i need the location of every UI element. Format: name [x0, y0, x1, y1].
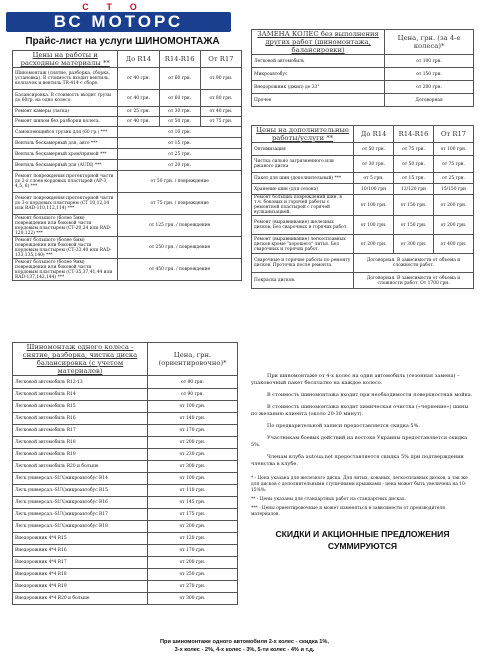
service-name-cell: Сварочные и горячие работы по ремонту дисков. Проточка после ремонта. — [252, 254, 354, 273]
price-cell: от 200 грн. — [148, 437, 238, 449]
table-row — [13, 593, 238, 605]
table-row — [13, 259, 242, 281]
price-cell: от 100 грн. — [434, 143, 474, 156]
price-cell: от 25 грн. — [434, 173, 474, 184]
table-row — [13, 68, 242, 90]
price-cell: от 5 грн. — [354, 173, 394, 184]
column-header: До R14 — [354, 126, 394, 143]
service-name-cell: Покраска дисков. — [252, 273, 354, 289]
service-name-cell: Легк.универсал.-SUV,микроавтобус R15 — [13, 485, 148, 497]
service-name-cell: Внедорожник 4*4 R16 — [13, 545, 148, 557]
price-cell: от 175 грн. — [148, 509, 238, 521]
bottom-line-1: При шиномонтаже одного автомобиля 2-х колес - скидка 1%, — [160, 639, 329, 645]
service-name-cell: Самоклеющийся грузик для (60 гр.) *** — [13, 127, 118, 138]
bottom-line-2: 3-х колес - 2%, 4-х колес - 3%, 5-ти колес - 4% и т.д. — [174, 647, 315, 653]
price-cell: от 60 грн. — [159, 68, 200, 90]
price-cell: от 100 грн. — [385, 55, 474, 68]
price-cell: от 170 грн. — [148, 545, 238, 557]
price-cell: от 100 грн. — [148, 401, 238, 413]
table-row — [13, 533, 238, 545]
service-name-cell: Ремонт большого (более 6мм) повреждения или боковой части кордовым пластырем (СТ-33,40 или RAD-133,135,140) *** — [13, 237, 118, 259]
service-name-cell: Легк.универсал.-SUV,микроавтобус R18 — [13, 521, 148, 533]
table-header-row — [252, 126, 474, 143]
service-name-cell: Внедорожник 4*4 R17 — [13, 557, 148, 569]
price-cell: от 140 грн. — [148, 413, 238, 425]
service-name-cell: Легковой автомобиль R16 — [13, 413, 148, 425]
price-cell: от 75 грн. / повреждение — [118, 193, 242, 215]
table-row — [13, 127, 242, 138]
note-2: В стоимость шиномонтажа входит при необходимости поверхностная мойка. — [267, 392, 473, 398]
table-row — [13, 473, 238, 485]
column-header: От R17 — [434, 126, 474, 143]
table-row — [13, 437, 238, 449]
service-name-cell: Внедорожник 4*4 R20 и больше — [13, 593, 148, 605]
price-cell: от 110 грн. — [148, 485, 238, 497]
service-name-cell: Оптимизация — [252, 143, 354, 156]
table-row — [13, 413, 238, 425]
service-name-cell: Ремонт повреждения протекторной части до 2-х слоев кордовых пластырей (АР-3, 4,5, 6) *** — [13, 171, 118, 193]
table-row — [13, 425, 238, 437]
price-cell: Договорная. В зависимости от объема и сложности работ. От 1700 грн. — [354, 273, 474, 289]
price-cell: от 75 грн. — [434, 156, 474, 173]
note-5: Участникам боевых действий на востоке Украины предоставляется скидка 5%. — [251, 435, 468, 448]
price-cell: от 50 грн. / повреждение — [118, 171, 242, 193]
logo-top-text: СТО — [82, 2, 155, 12]
table-row — [13, 581, 238, 593]
price-cell: Договорная. В зависимости от объема и сложности работ. — [354, 254, 474, 273]
table-header-row — [252, 30, 474, 55]
company-logo — [6, 2, 231, 32]
table-row — [13, 215, 242, 237]
table-row — [252, 143, 474, 156]
table-row — [13, 569, 238, 581]
price-cell: от 15 грн. — [118, 138, 242, 149]
service-name-cell: Легковой автомобиль R19 — [13, 449, 148, 461]
service-name-cell: Прочее — [252, 94, 385, 107]
service-name-cell: Легковой автомобиль — [252, 55, 385, 68]
table-row — [252, 184, 474, 195]
note-1: При шиномонтаже от 4-х колес на один автомобиль (сезонная замена) – упаковочный пакет бесплатно на каждое колесо. — [251, 373, 460, 386]
column-header: Цены на работы и расходные материалы ** — [13, 51, 118, 68]
price-cell: от 150 грн. — [394, 195, 434, 216]
service-name-cell: Шиномонтаж (снятие, разборка, сборка, установка). В стоимость входит вентиль, колпачок и вентиль TR-414 с сборе. — [13, 68, 118, 90]
price-cell: от 300 грн. — [148, 461, 238, 473]
service-name-cell: Легк.универсал.-SUV,микроавтобус R17 — [13, 509, 148, 521]
price-cell: от 125 грн. / повреждение — [118, 215, 242, 237]
price-cell: от 50 грн. — [394, 156, 434, 173]
price-cell: от 100 грн. — [354, 195, 394, 216]
table-row — [252, 68, 474, 81]
column-header: Шиномонтаж одного колеса - снятие, разборка, чистка диска балансировка (с учетом материалов) — [13, 343, 148, 376]
notes-block — [251, 373, 474, 552]
table-row — [13, 557, 238, 569]
price-cell: от 90 грн. — [148, 389, 238, 401]
table-row — [252, 216, 474, 235]
table-row — [252, 254, 474, 273]
price-cell: от 250 грн. / повреждение — [118, 237, 242, 259]
service-name-cell: Легковой автомобиль R20 и больше — [13, 461, 148, 473]
service-name-cell: Внедорожник 4*4 R15 — [13, 533, 148, 545]
column-header: От R17 — [200, 51, 241, 68]
service-name-cell: Ремонт камеры (латка) — [13, 107, 118, 117]
service-name-cell: Легковой автомобиль R18 — [13, 437, 148, 449]
column-header: Цена, грн. (за 4-е колеса)* — [385, 30, 474, 55]
price-cell: от 75 грн. — [394, 143, 434, 156]
table-row — [13, 237, 242, 259]
service-name-cell: Хранение шин (для сезона) — [252, 184, 354, 195]
table-row — [252, 156, 474, 173]
footnote-2: ** - Цены указаны для стандартных работ на стандартных дисках. — [251, 497, 406, 502]
column-header: ЗАМЕНА КОЛЕС без выполнения других работ (шиномонтажа, балансировки) — [252, 30, 385, 55]
price-cell: от 150 грн. — [394, 216, 434, 235]
table-row — [13, 389, 238, 401]
table-row — [252, 173, 474, 184]
price-cell: от 100 грн. — [354, 216, 394, 235]
table-row — [13, 449, 238, 461]
price-cell: от 300 грн. — [148, 593, 238, 605]
single-wheel-table — [12, 342, 238, 605]
service-name-cell: Вентиль бескамерный для (AUDI) *** — [13, 160, 118, 171]
table-row — [13, 138, 242, 149]
price-cell: 15/150 грн — [434, 184, 474, 195]
additional-services-table — [251, 125, 474, 289]
note-6: Членам клуба autoua.net предоставляется скидка 5% при подтверждении членства в клубе. — [251, 454, 464, 467]
price-cell: от 120 грн. — [148, 533, 238, 545]
logo-name: ВС МОТОРС — [6, 12, 231, 32]
price-cell: от 20 грн. — [118, 160, 242, 171]
service-name-cell: Легк.универсал.-SUV,микроавтобус R16 — [13, 497, 148, 509]
price-cell: от 50 грн. — [159, 117, 200, 127]
table-row — [13, 401, 238, 413]
price-cell: от 200 грн. — [354, 235, 394, 254]
price-cell: от 450 грн. / повреждение — [118, 259, 242, 281]
column-header: Цены на дополнительные работы/услуги ** — [252, 126, 354, 143]
services-price-table — [12, 50, 242, 281]
service-name-cell: Легк.универсал.-SUV,микроавтобус R14 — [13, 473, 148, 485]
table-row — [13, 461, 238, 473]
footnote-3: *** - Цены ориентировочные и может изменяться в зависимости от производителя материалов. — [251, 506, 446, 517]
footnote-1: * - Цена указана для железного диска. Для литых, кованых, легкосплавных дисков, а так же для дисков с дополнительными ступичными крышками - цена может быть увеличена на 10-15%%. — [251, 476, 468, 493]
price-cell: от 30 грн. — [354, 156, 394, 173]
service-name-cell: Чистка сильно загрязненного или ржавого диска — [252, 156, 354, 173]
price-cell: 12/120 грн — [394, 184, 434, 195]
service-name-cell: Ремонт шипом без разборки колеса. — [13, 117, 118, 127]
wheel-replacement-table — [251, 29, 474, 107]
price-cell: от 170 грн. — [148, 425, 238, 437]
table-row — [13, 90, 242, 107]
price-cell: от 30 грн. — [159, 107, 200, 117]
price-cell: от 10 грн. — [118, 127, 242, 138]
price-cell: 10/100 грн — [354, 184, 394, 195]
price-cell: от 25 грн. — [118, 107, 159, 117]
price-cell: от 40 грн. — [200, 107, 241, 117]
column-header: Цена, грн. (ориентировочно)* — [148, 343, 238, 376]
service-name-cell: Легковой автомобиль R12-13 — [13, 376, 148, 389]
service-name-cell: Ремонт повреждения протекторной части до 3-х кордовых пластырем (СТ 10,12,14 или RAD-110,112,114) *** — [13, 193, 118, 215]
service-name-cell: Ремонт большого (более 9мм) повреждения или боковой части кордовым пластырем (СТ-35,37,41,44 или RAD-137,142,144) *** — [13, 259, 118, 281]
service-name-cell: Вентиль бескамерный для, авто *** — [13, 138, 118, 149]
page-title: Прайс-лист на услуги ШИНОМОНТАЖА — [25, 36, 220, 47]
table-row — [13, 171, 242, 193]
service-name-cell: Ремонт больших повреждений шин, в т.ч. боковых и горячей работы с ремонтной пластырей с горячей вулканизацией. — [252, 195, 354, 216]
discounts-subheading: СУММИРУЮТСЯ — [327, 541, 398, 551]
table-row — [13, 485, 238, 497]
price-cell: от 230 грн. — [148, 449, 238, 461]
table-row — [13, 149, 242, 160]
price-cell: от 75 грн. — [200, 117, 241, 127]
table-row — [252, 55, 474, 68]
table-row — [13, 160, 242, 171]
service-name-cell: Легковой автомобиль R15 — [13, 401, 148, 413]
service-name-cell: Внедорожник 4*4 R18 — [13, 569, 148, 581]
service-name-cell: Внедорожник 4*4 R19 — [13, 581, 148, 593]
table-row — [13, 376, 238, 389]
table-row — [252, 273, 474, 289]
note-3: В стоимость шиномонтажа входит химическая очистка («чернение») шины по желанию клиента (около 20-30 минут). — [251, 404, 469, 417]
price-cell: от 150 грн. — [385, 68, 474, 81]
table-header-row — [13, 51, 242, 68]
bottom-discount-note — [12, 638, 477, 654]
table-row — [13, 497, 238, 509]
table-row — [13, 193, 242, 215]
price-cell: от 200 грн. — [434, 195, 474, 216]
table-row — [13, 521, 238, 533]
column-header: До R14 — [118, 51, 159, 68]
price-cell: от 40 грн. — [118, 90, 159, 107]
price-cell: от 200 грн. — [434, 216, 474, 235]
note-4: По предварительной записи предоставляется скидка 5%. — [267, 423, 420, 429]
price-cell: от 200 грн. — [385, 81, 474, 94]
price-cell: от 400 грн. — [434, 235, 474, 254]
service-name-cell: Балансировка. В стоимость входит грузы до 60гр. на одно колесо. — [13, 90, 118, 107]
price-cell: от 250 грн. — [148, 569, 238, 581]
price-cell: от 200 грн. — [148, 557, 238, 569]
service-name-cell: Легковой автомобиль R17 — [13, 425, 148, 437]
price-cell: от 40 грн. — [118, 117, 159, 127]
table-row — [252, 94, 474, 107]
table-row — [13, 509, 238, 521]
price-cell: от 25 грн. — [118, 149, 242, 160]
service-name-cell: Внедорожник (джип) до 33" — [252, 81, 385, 94]
price-cell: от 60 грн. — [159, 90, 200, 107]
service-name-cell: Вентиль бескамерный хром/прямой *** — [13, 149, 118, 160]
column-header: R14-R16 — [394, 126, 434, 143]
price-cell: от 50 грн. — [354, 143, 394, 156]
price-cell: от 200 грн. — [148, 521, 238, 533]
price-cell: от 80 грн. — [148, 376, 238, 389]
service-name-cell: Ремонт (выравнивание) железных дисков. Без сварочных и горячих работ. — [252, 216, 354, 235]
service-name-cell: Микроавтобус — [252, 68, 385, 81]
service-name-cell: Пакет для шин (дополнительный) *** — [252, 173, 354, 184]
column-header: R14-R16 — [159, 51, 200, 68]
table-row — [13, 545, 238, 557]
price-cell: от 15 грн. — [394, 173, 434, 184]
price-cell: от 270 грн. — [148, 581, 238, 593]
price-cell: от 40 грн. — [118, 68, 159, 90]
table-row — [13, 117, 242, 127]
table-row — [252, 81, 474, 94]
service-name-cell: Легковой автомобиль R14 — [13, 389, 148, 401]
table-row — [13, 107, 242, 117]
table-row — [252, 195, 474, 216]
service-name-cell: Ремонт большого (более 5мм) повреждения или боковой части кордовым пластырем (СТ-20,24 или RAD-120,122) *** — [13, 215, 118, 237]
price-cell: от 100 грн. — [148, 473, 238, 485]
service-name-cell: Ремонт (выравнивание) легкосплавных дисков кроме "хорошего" литья. Без сварочных и горячих работ. — [252, 235, 354, 254]
discounts-heading: СКИДКИ И АКЦИОННЫЕ ПРЕДЛОЖЕНИЯ — [275, 529, 450, 539]
price-cell: от 80 грн. — [200, 90, 241, 107]
table-header-row — [13, 343, 238, 376]
price-cell: от 145 грн. — [148, 497, 238, 509]
price-cell: Договорная — [385, 94, 474, 107]
price-cell: от 300 грн. — [394, 235, 434, 254]
table-row — [252, 235, 474, 254]
price-cell: от 90 грн. — [200, 68, 241, 90]
